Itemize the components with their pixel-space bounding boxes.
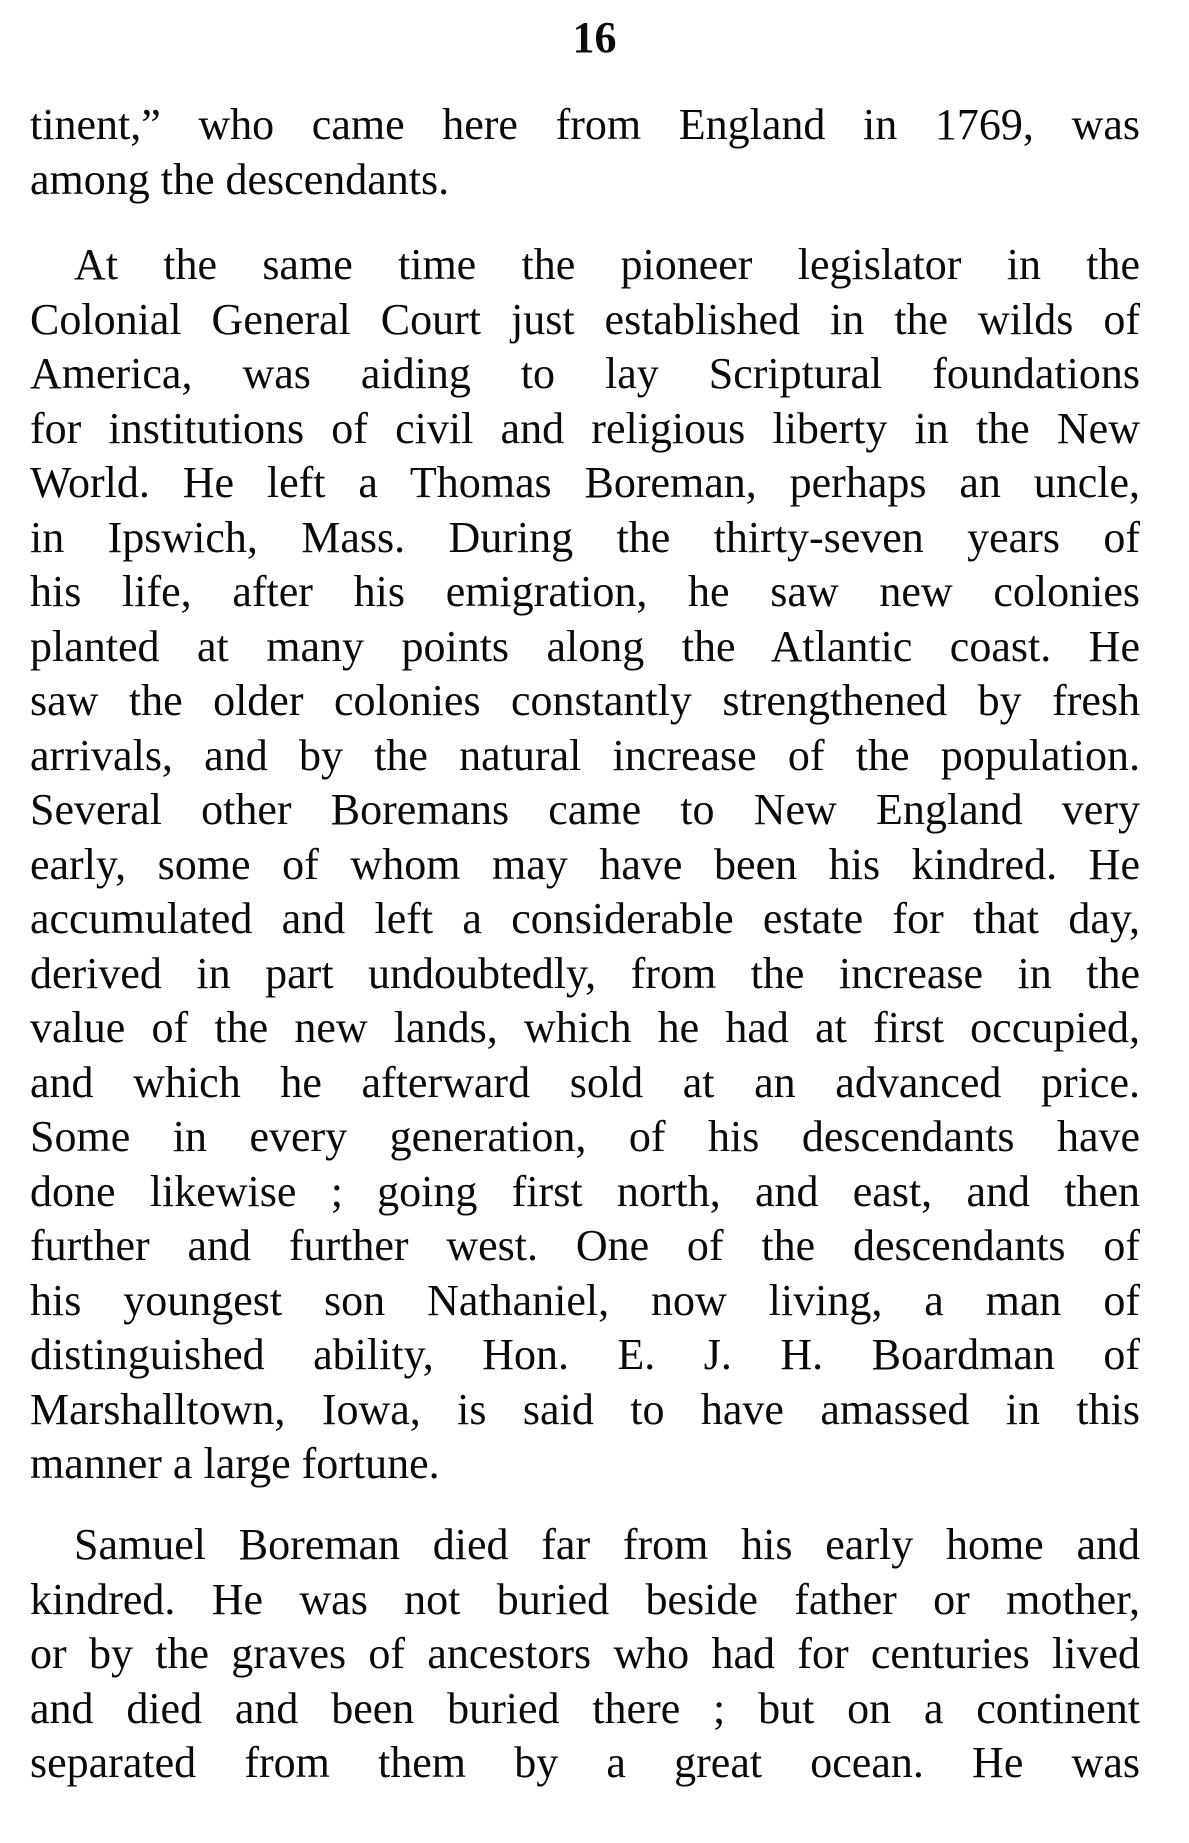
text-line: his youngest son Nathaniel, now living, a man of xyxy=(30,1275,1140,1325)
text-line: arrivals, and by the natural increase of the population. xyxy=(30,730,1140,780)
text-line: manner a large fortune. xyxy=(30,1439,440,1488)
text-line: and which he afterward sold at an advanced price. xyxy=(30,1057,1140,1107)
page-number: 16 xyxy=(572,13,617,62)
text-line: Colonial General Court just established in the wilds of xyxy=(30,294,1140,344)
text-line: planted at many points along the Atlantic coast. He xyxy=(30,621,1140,671)
text-line: value of the new lands, which he had at first occupied, xyxy=(30,1003,1140,1052)
text-line: derived in part undoubtedly, from the increase in the xyxy=(30,948,1140,998)
text-line: for institutions of civil and religious liberty in the New xyxy=(30,403,1140,453)
text-line: At the same time the pioneer legislator in the xyxy=(74,240,1140,289)
text-line: further and further west. One of the descendants of xyxy=(30,1221,1140,1270)
text-line: tinent,” who came here from England in 1769, was xyxy=(30,100,1140,149)
paragraph-1 xyxy=(30,98,1140,207)
text-line: among the descendants. xyxy=(30,154,450,204)
text-line: accumulated and left a considerable estate for that day, xyxy=(30,894,1140,943)
text-line: Several other Boremans came to New England very xyxy=(30,785,1140,834)
text-line: Marshalltown, Iowa, is said to have amassed in this xyxy=(30,1384,1140,1434)
text-line: saw the older colonies constantly strengthened by fresh xyxy=(30,676,1140,725)
paragraph-3 xyxy=(30,1518,1140,1791)
text-line: in Ipswich, Mass. During the thirty-seven years of xyxy=(30,512,1140,562)
text-line: World. He left a Thomas Boreman, perhaps an uncle, xyxy=(30,458,1140,507)
text-line: Samuel Boreman died far from his early home and xyxy=(74,1520,1140,1569)
text-line: America, was aiding to lay Scriptural foundations xyxy=(30,349,1140,398)
text-line: his life, after his emigration, he saw new colonies xyxy=(30,567,1140,616)
text-line: and died and been buried there ; but on a continent xyxy=(30,1683,1140,1733)
paragraph-2 xyxy=(30,238,1140,1492)
text-line: distinguished ability, Hon. E. J. H. Boardman of xyxy=(30,1330,1140,1379)
text-line: separated from them by a great ocean. He was xyxy=(30,1738,1140,1787)
text-line: early, some of whom may have been his kindred. He xyxy=(30,839,1140,889)
text-line: Some in every generation, of his descendants have xyxy=(30,1112,1140,1161)
text-line: done likewise ; going first north, and east, and then xyxy=(30,1166,1140,1216)
text-line: kindred. He was not buried beside father or mother, xyxy=(30,1574,1140,1624)
text-line: or by the graves of ancestors who had for centuries lived xyxy=(30,1629,1140,1678)
